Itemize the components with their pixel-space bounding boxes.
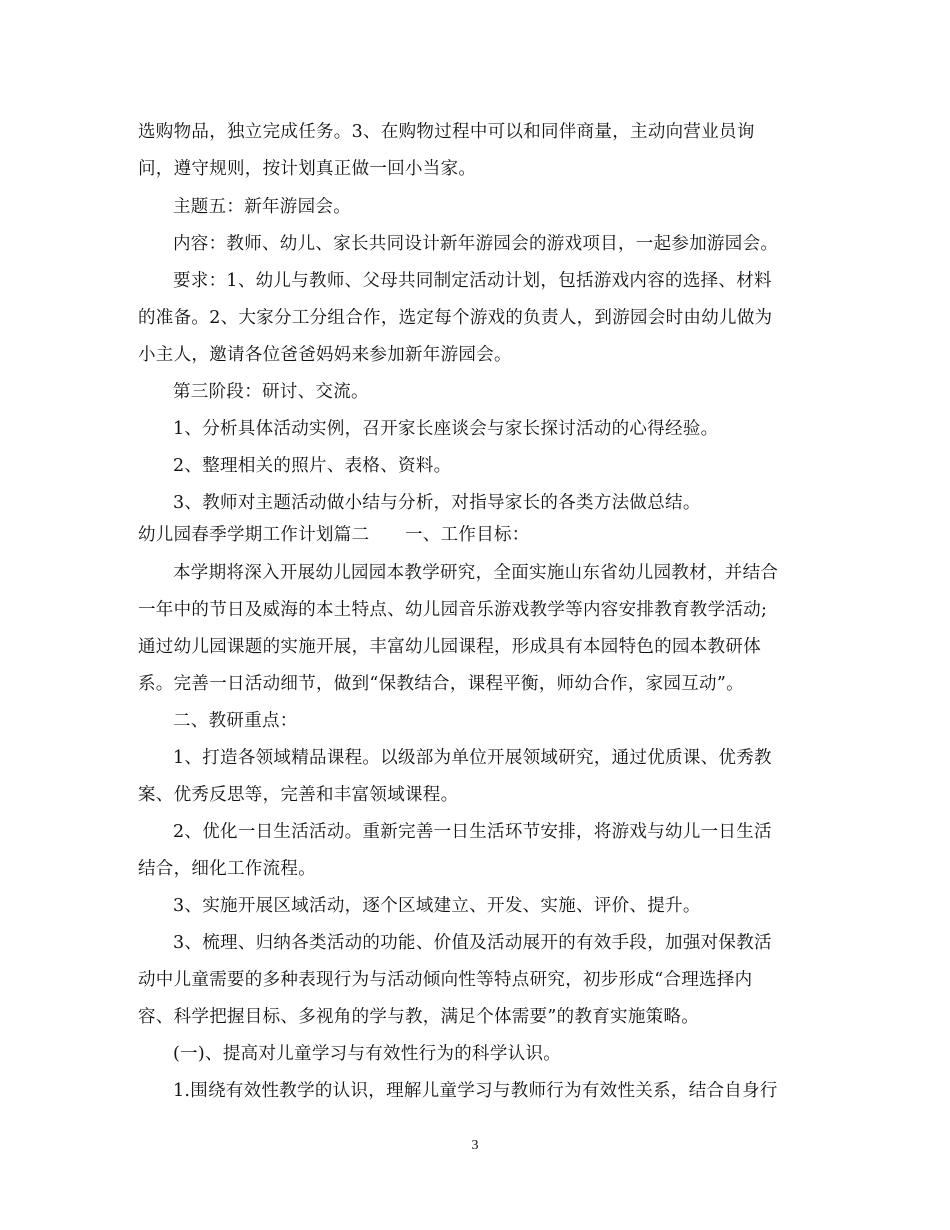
text-line: 选购物品，独立完成任务。3、在购物过程中可以和同伴商量，主动向营业员询: [138, 122, 755, 142]
text-line: 2、整理相关的照片、表格、资料。: [173, 456, 452, 476]
text-line: 内容：教师、幼儿、家长共同设计新年游园会的游戏项目，一起参加游园会。: [173, 234, 779, 254]
text-line: 问，遵守规则，按计划真正做一回小当家。: [138, 159, 477, 179]
text-line: 二、教研重点：: [173, 711, 298, 731]
section-heading: 幼儿园春季学期工作计划篇二 一、工作目标：: [138, 525, 530, 545]
text-line: 第三阶段：研讨、交流。: [173, 382, 369, 402]
text-line: 要求：1、幼儿与教师、父母共同制定活动计划，包括游戏内容的选择、材料: [173, 271, 772, 291]
text-line: 3、教师对主题活动做小结与分析，对指导家长的各类方法做总结。: [173, 493, 701, 513]
text-line: 2、优化一日生活活动。重新完善一日生活环节安排，将游戏与幼儿一日生活: [173, 822, 772, 842]
page-number: 3: [471, 1138, 479, 1153]
text-line: 结合，细化工作流程。: [138, 859, 316, 879]
text-line: 主题五：新年游园会。: [173, 197, 351, 217]
text-line: 3、梳理、归纳各类活动的功能、价值及活动展开的有效手段，加强对保教活: [173, 933, 772, 953]
text-line: 动中儿童需要的多种表现行为与活动倾向性等特点研究，初步形成“合理选择内: [138, 970, 753, 990]
text-line: 的准备。2、大家分工分组合作，选定每个游戏的负责人，到游园会时由幼儿做为: [138, 308, 773, 328]
text-line: 本学期将深入开展幼儿园园本教学研究，全面实施山东省幼儿园教材，并结合: [173, 563, 779, 583]
text-line: 1、分析具体活动实例，召开家长座谈会与家长探讨活动的心得经验。: [173, 419, 719, 439]
text-line: 系。完善一日活动细节，做到“保教结合，课程平衡，师幼合作，家园互动”。: [138, 674, 744, 694]
text-line: 1、打造各领域精品课程。以级部为单位开展领域研究，通过优质课、优秀教: [173, 748, 772, 768]
text-line: 通过幼儿园课题的实施开展，丰富幼儿园课程，形成具有本园特色的园本教研体: [138, 637, 761, 657]
text-line: 小主人，邀请各位爸爸妈妈来参加新年游园会。: [138, 345, 512, 365]
text-line: 3、实施开展区域活动，逐个区域建立、开发、实施、评价、提升。: [173, 896, 701, 916]
text-line: 1.围绕有效性教学的认识，理解儿童学习与教师行为有效性关系，结合自身行: [173, 1081, 778, 1101]
text-line: 一年中的节日及威海的本土特点、幼儿园音乐游戏教学等内容安排教育教学活动;: [138, 600, 768, 620]
text-line: 案、优秀反思等，完善和丰富领域课程。: [138, 785, 459, 805]
text-line: 容、科学把握目标、多视角的学与教，满足个体需要”的教育实施策略。: [138, 1007, 700, 1027]
text-line: (一)、提高对儿童学习与有效性行为的科学认识。: [173, 1044, 562, 1064]
